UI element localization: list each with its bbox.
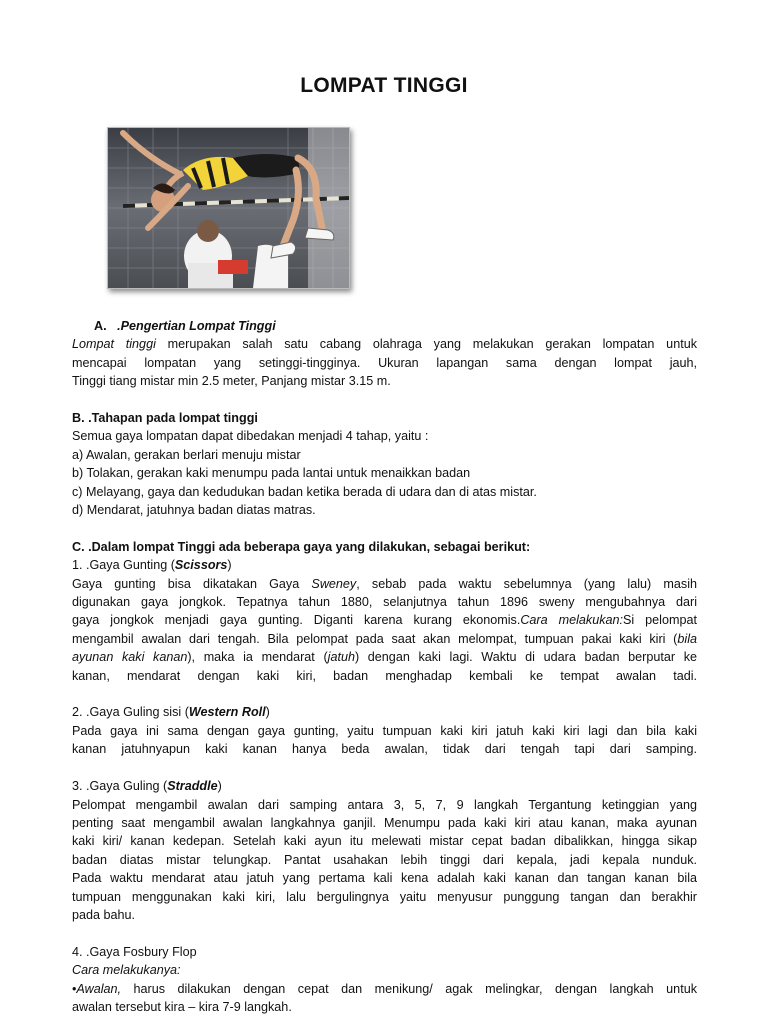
section-b-heading: B. .Tahapan pada lompat tinggi [72,411,258,426]
style-1-line: kanan, mendarat dengan kaki kiri, badan menghadap kembali ke tempat awalan tadi. [72,668,697,683]
style-3-line: tumpuan menggunakan kaki kiri, lalu bergulingnya yaitu menyusur punggung tangan dan berakhir [72,889,697,904]
section-a-line: mencapai lompatan yang setinggi-tingginya. Ukuran lapangan sama dengan lompat jauh, [72,355,697,370]
style-4-subtitle: Cara melakukanya: [72,963,181,978]
page-title: LOMPAT TINGGI [300,74,468,97]
style-1-line: gaya jongkok menjadi gaya gunting. Diganti karena kurang ekonomis.Cara melakukan:Si pelompat [72,613,697,628]
section-a-line: Lompat tinggi merupakan salah satu cabang olahraga yang melakukan gerakan lompatan untuk [72,337,697,352]
style-1-line: Gaya gunting bisa dikatakan Gaya Sweney, sebab pada waktu sebelumnya (yang lalu) masih [72,576,697,591]
section-a-line: Tinggi tiang mistar min 2.5 meter, Panjang mistar 3.15 m. [72,374,391,389]
list-item: d) Mendarat, jatuhnya badan diatas matras. [72,503,316,518]
style-4-title: 4. .Gaya Fosbury Flop [72,944,197,959]
style-1-line: ayunan kaki kanan), maka ia mendarat (jatuh) dengan kaki lagi. Waktu di udara badan berputar ke [72,650,698,665]
bullet-icon: • [72,981,77,996]
style-3-line: penting saat mengambil awalan langkahnya ganjil. Menumpu pada kaki kiri atau kanan, maka ayunan [72,815,697,830]
style-2-line: Pada gaya ini sama dengan gaya gunting, yaitu tumpuan kaki kiri jatuh kaki kiri lagi dan bila kaki [72,723,697,738]
document-body [72,317,697,1016]
style-1-line: mengambil awalan dari tengah. Bila pelompat pada saat akan melompat, tumpuan pakai kaki kiri (bila [72,631,697,646]
style-3-line: kaki kiri/ kanan kedepan. Setelah kaki ayun itu melewati mistar cepat badan dibalikkan, hingga sikap [72,834,697,849]
style-1-title: 1. .Gaya Gunting (Scissors) [72,558,232,573]
section-a-heading: A. .Pengertian Lompat Tinggi [94,319,276,333]
style-2-line: kanan jatuhnyapun kaki kanan hanya beda awalan, tidak dari tengah tapi dari samping. [72,742,697,757]
style-3-line: Pada waktu mendarat atau jatuh yang pertama kali kena adalah kaki kanan dan tangan kanan bila [72,871,697,886]
style-1-line: digunakan gaya jongkok. Tepatnya tahun 1880, selanjutnya tahun 1896 sweny mengubahnya dari [72,595,697,610]
style-3-line: badan diatas mistar telungkap. Pantat usahakan lebih tinggi dari kepala, jadi kepala nunduk. [72,852,697,867]
style-3-title: 3. .Gaya Guling (Straddle) [72,779,222,794]
section-b-intro: Semua gaya lompatan dapat dibedakan menjadi 4 tahap, yaitu : [72,429,429,444]
list-item: b) Tolakan, gerakan kaki menumpu pada lantai untuk menaikkan badan [72,466,471,481]
style-2-title: 2. .Gaya Guling sisi (Western Roll) [72,705,270,720]
style-3-line: Pelompat mengambil awalan dari samping antara 3, 5, 7, 9 langkah Tergantung ketinggian yang [72,797,697,812]
style-3-line: pada bahu. [72,907,136,922]
style-4-line: awalan tersebut kira – kira 7-9 langkah. [72,999,292,1014]
style-4-bullet: •Awalan, harus dilakukan dengan cepat dan menikung/ agak melingkar, dengan langkah untuk [72,981,697,996]
list-item: c) Melayang, gaya dan kedudukan badan ketika berada di udara dan di atas mistar. [72,484,537,499]
section-c-heading: C. .Dalam lompat Tinggi ada beberapa gaya yang dilakukan, sebagai berikut: [72,539,531,554]
list-item: a) Awalan, gerakan berlari menuju mistar [72,447,301,462]
high-jump-photo [107,127,350,289]
